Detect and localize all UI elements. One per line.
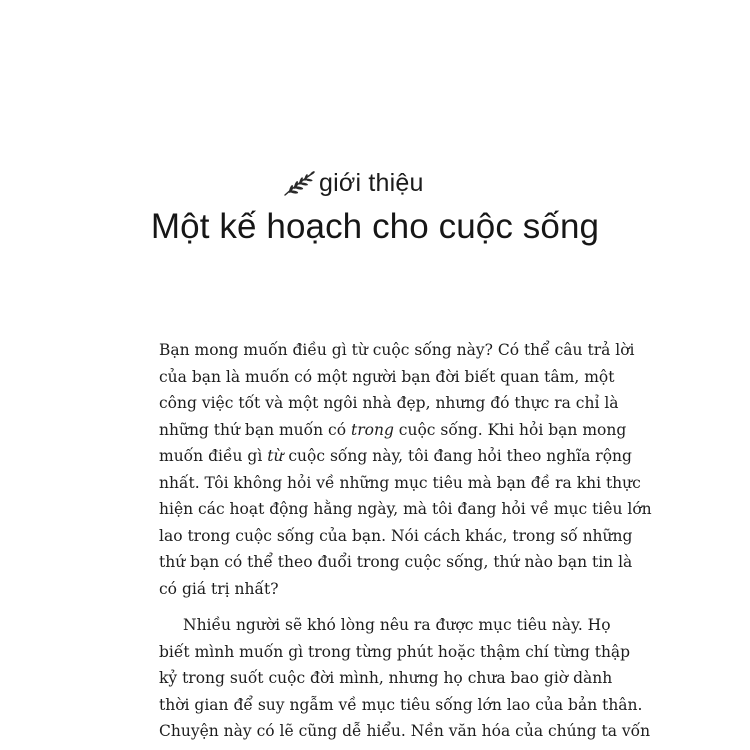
chapter-title: Một kế hoạch cho cuộc sống xyxy=(150,207,600,246)
text-run: muốn điều gì xyxy=(159,447,268,465)
paragraph-2 xyxy=(159,612,651,745)
text-line: lao trong cuộc sống của bạn. Nói cách khác, trong số những xyxy=(159,526,633,545)
text-run: những thứ bạn muốn có xyxy=(159,420,351,439)
text-line: biết mình muốn gì trong từng phút hoặc thậm chí từng thập xyxy=(159,642,631,661)
leaf-sprig-icon xyxy=(283,168,315,198)
emphasis-text: từ xyxy=(267,447,284,465)
text-line: thứ bạn có thể theo đuổi trong cuộc sống, thứ nào bạn tin là xyxy=(159,553,633,571)
text-line: Chuyện này có lẽ cũng dễ hiểu. Nền văn hóa của chúng ta vốn xyxy=(159,722,651,740)
text-run: cuộc sống. Khi hỏi bạn mong xyxy=(393,420,627,439)
text-line: hiện các hoạt động hằng ngày, mà tôi đang hỏi về mục tiêu lớn xyxy=(159,500,652,518)
text-line: của bạn là muốn có một người bạn đời biết quan tâm, một xyxy=(159,367,615,386)
chapter-label-text: giới thiệu xyxy=(319,169,424,197)
chapter-label xyxy=(283,168,424,198)
paragraph-1 xyxy=(159,337,652,602)
text-line: kỷ trong suốt cuộc đời mình, nhưng họ chưa bao giờ dành xyxy=(159,669,613,687)
text-line: có giá trị nhất? xyxy=(159,579,279,598)
text-line xyxy=(159,443,632,470)
text-run: cuộc sống này, tôi đang hỏi theo nghĩa rộng xyxy=(283,447,632,465)
text-line: thời gian để suy ngẫm về mục tiêu sống lớn lao của bản thân. xyxy=(159,695,643,714)
emphasis-text: trong xyxy=(351,420,394,439)
text-line xyxy=(159,417,627,444)
text-line: Bạn mong muốn điều gì từ cuộc sống này? Có thể câu trả lời xyxy=(159,341,635,359)
text-line: Nhiều người sẽ khó lòng nêu ra được mục tiêu này. Họ xyxy=(183,616,611,634)
text-line: nhất. Tôi không hỏi về những mục tiêu mà bạn đề ra khi thực xyxy=(159,473,641,492)
body-text xyxy=(159,337,652,745)
text-line: công việc tốt và một ngôi nhà đẹp, nhưng đó thực ra chỉ là xyxy=(159,394,619,412)
